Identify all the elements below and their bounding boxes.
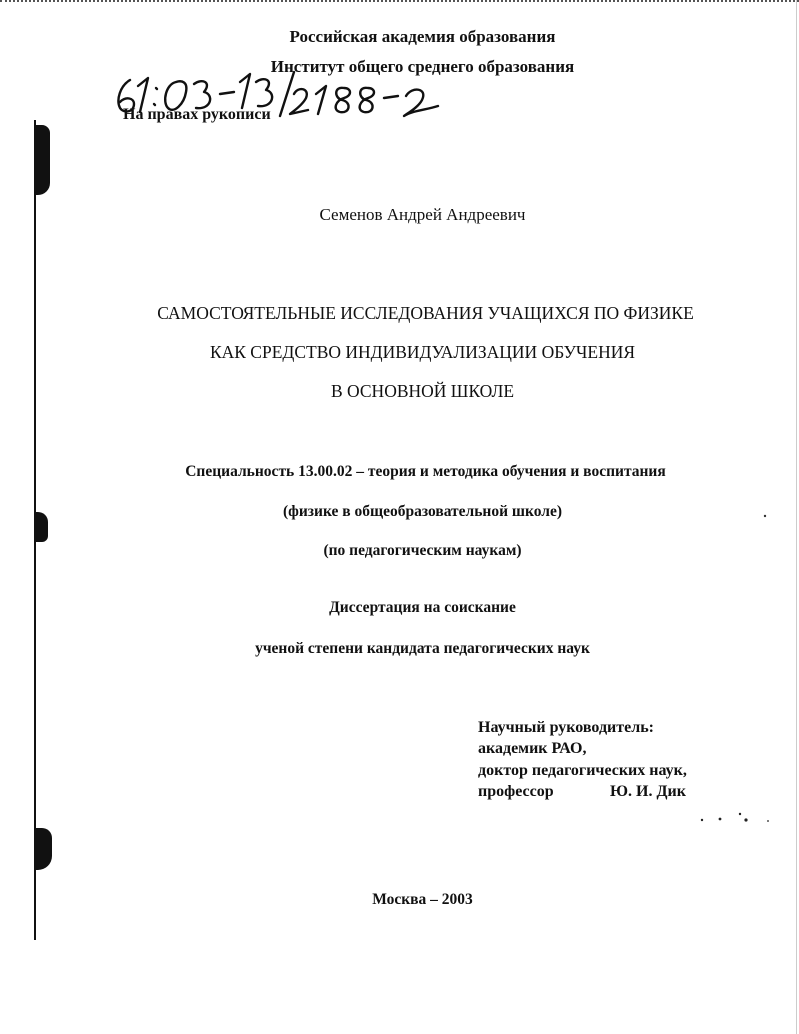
- title-line-2: КАК СРЕДСТВО ИНДИВИДУАЛИЗАЦИИ ОБУЧЕНИЯ: [209, 342, 636, 362]
- scan-margin-blot-bottom: [34, 828, 52, 870]
- academy-name: Российская академия образования: [289, 27, 556, 46]
- title-line-1: САМОСТОЯТЕЛЬНЫЕ ИССЛЕДОВАНИЯ УЧАЩИХСЯ ПО ФИЗИКЕ: [157, 303, 694, 323]
- handwritten-archive-code: [108, 66, 448, 126]
- dissertation-line-1: Диссертация на соискание: [329, 599, 516, 616]
- advisor-title-2: доктор педагогических наук,: [478, 762, 687, 779]
- advisor-role: Научный руководитель:: [478, 719, 654, 736]
- author-name: Семенов Андрей Андреевич: [319, 205, 526, 224]
- institute-name: Институт общего среднего образования: [270, 57, 575, 76]
- city-year: Москва – 2003: [372, 891, 473, 908]
- advisor-position: профессор: [478, 783, 554, 800]
- scan-specks: [696, 808, 776, 828]
- manuscript-note: На правах рукописи: [123, 106, 271, 123]
- specialty-line: Специальность 13.00.02 – теория и методика обучения и воспитания: [185, 463, 666, 480]
- scan-speck-right: [762, 512, 770, 520]
- specialty-field: (по педагогическим наукам): [323, 542, 522, 559]
- specialty-subject: (физике в общеобразовательной школе): [282, 503, 563, 520]
- scan-margin-blot-top: [34, 125, 50, 195]
- advisor-name: Ю. И. Дик: [610, 783, 686, 800]
- dissertation-line-2: ученой степени кандидата педагогических наук: [255, 640, 590, 657]
- scan-border-top: [0, 0, 799, 5]
- title-line-3: В ОСНОВНОЙ ШКОЛЕ: [330, 381, 515, 401]
- advisor-title-1: академик РАО,: [478, 740, 587, 757]
